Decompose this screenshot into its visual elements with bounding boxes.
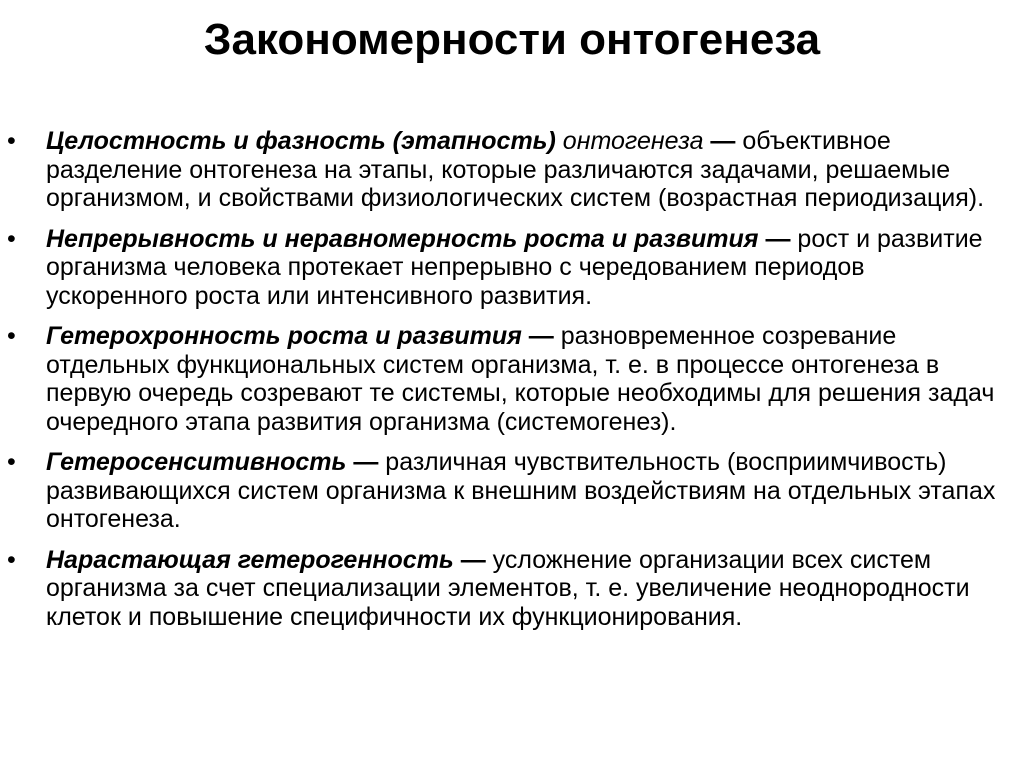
list-item bbox=[0, 546, 1024, 632]
term-definition: объективное разделение онтогенеза на этапы, которые различаются задачами, решаемые организмом, и свойствами физиологических систем (возрастная периодизация). bbox=[46, 127, 985, 212]
list-item bbox=[0, 322, 1024, 436]
term-title: Непрерывность и неравномерность роста и развития bbox=[46, 224, 759, 253]
slide-title: Закономерности онтогенеза bbox=[203, 15, 821, 64]
term-dash: — bbox=[521, 322, 554, 350]
list-item bbox=[0, 127, 1024, 213]
term-title: Гетеросенситивность bbox=[46, 448, 347, 476]
term-definition: усложнение организации всех систем организма за счет специализации элементов, т. е. увеличение неоднородности клеток и повышение специфичности их функционирования. bbox=[46, 545, 970, 631]
list-item bbox=[0, 448, 1024, 534]
bullet-icon: • bbox=[7, 127, 16, 155]
term-suffix: онтогенеза bbox=[555, 127, 704, 155]
term-title: Нарастающая гетерогенность bbox=[46, 545, 454, 574]
list-item bbox=[0, 225, 1024, 311]
bullet-icon: • bbox=[7, 224, 16, 253]
bullet-list bbox=[0, 127, 1024, 643]
term-title: Гетерохронность роста и развития bbox=[46, 322, 522, 350]
term-definition: различная чувствительность (восприимчивость) развивающихся систем организма к внешним воздействиям на отдельных этапах онтогенеза. bbox=[46, 448, 996, 533]
term-dash: — bbox=[346, 448, 379, 476]
term-dash: — bbox=[453, 545, 486, 574]
bullet-icon: • bbox=[7, 448, 16, 476]
term-definition: разновременное созревание отдельных функциональных систем организма, т. е. в процессе онтогенеза в первую очередь созревают те системы, которые необходимы для решения задач очередного этапа развития организма (системогенез). bbox=[46, 322, 995, 436]
bullet-icon: • bbox=[7, 322, 16, 350]
term-title: Целостность и фазность (этапность) bbox=[46, 127, 556, 155]
term-definition: рост и развитие организма человека протекает непрерывно с чередованием периодов ускоренного роста или интенсивного развития. bbox=[46, 224, 983, 310]
term-dash: — bbox=[758, 224, 791, 253]
bullet-icon: • bbox=[7, 545, 16, 574]
term-dash: — bbox=[703, 127, 736, 155]
